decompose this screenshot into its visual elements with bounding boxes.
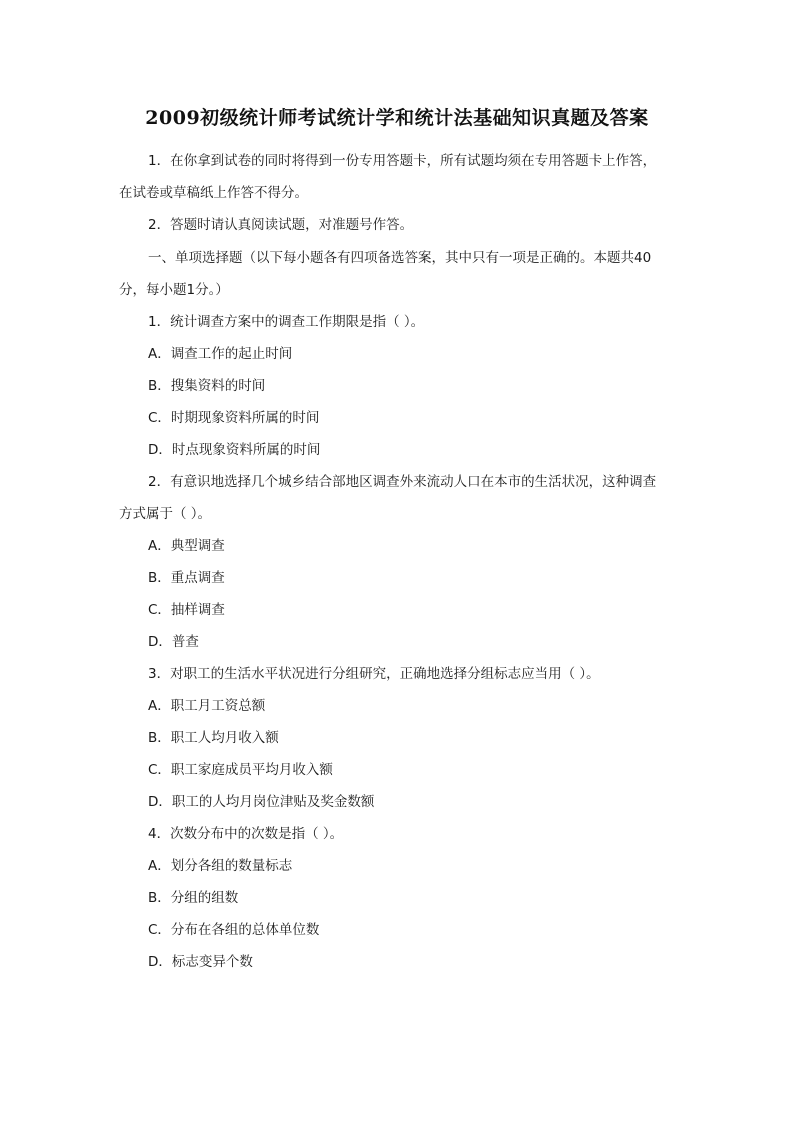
instruction-1-line-1: 1．在你拿到试卷的同时将得到一份专用答题卡，所有试题均须在专用答题卡上作答， bbox=[148, 153, 657, 169]
question-1-stem: 1．统计调查方案中的调查工作期限是指（ ）。 bbox=[148, 314, 425, 330]
question-3-option-d: D．职工的人均月岗位津贴及奖金数额 bbox=[148, 794, 375, 810]
instruction-1-line-2: 在试卷或草稿纸上作答不得分。 bbox=[119, 185, 308, 201]
question-3-option-c: C．职工家庭成员平均月收入额 bbox=[148, 762, 333, 778]
question-1-option-d: D．时点现象资料所属的时间 bbox=[148, 442, 321, 458]
question-4-option-d: D．标志变异个数 bbox=[148, 954, 253, 970]
question-4-stem: 4．次数分布中的次数是指（ ）。 bbox=[148, 826, 344, 842]
question-2-stem-line-2: 方式属于（ ）。 bbox=[119, 506, 212, 522]
question-3-option-a: A．职工月工资总额 bbox=[148, 698, 266, 714]
question-3-option-b: B．职工人均月收入额 bbox=[148, 730, 279, 746]
question-4-option-c: C．分布在各组的总体单位数 bbox=[148, 922, 320, 938]
question-4-option-b: B．分组的组数 bbox=[148, 890, 239, 906]
question-1-option-c: C．时期现象资料所属的时间 bbox=[148, 410, 320, 426]
question-3-stem: 3．对职工的生活水平状况进行分组研究，正确地选择分组标志应当用（ ）。 bbox=[148, 666, 600, 682]
section-heading-line-2: 分，每小题1分。） bbox=[119, 282, 229, 298]
question-4-option-a: A．划分各组的数量标志 bbox=[148, 858, 293, 874]
question-1-option-a: A．调查工作的起止时间 bbox=[148, 346, 293, 362]
question-1-option-b: B．搜集资料的时间 bbox=[148, 378, 266, 394]
question-2-stem-line-1: 2．有意识地选择几个城乡结合部地区调查外来流动人口在本市的生活状况，这种调查 bbox=[148, 474, 657, 490]
question-2-option-c: C．抽样调查 bbox=[148, 602, 225, 618]
question-2-option-b: B．重点调查 bbox=[148, 570, 225, 586]
section-heading-line-1: 一、单项选择题（以下每小题各有四项备选答案，其中只有一项是正确的。本题共40 bbox=[148, 250, 652, 266]
instruction-2: 2．答题时请认真阅读试题，对准题号作答。 bbox=[148, 217, 414, 233]
page-title: 2009初级统计师考试统计学和统计法基础知识真题及答案 bbox=[145, 107, 649, 129]
question-2-option-d: D．普查 bbox=[148, 634, 199, 650]
question-2-option-a: A．典型调查 bbox=[148, 538, 225, 554]
